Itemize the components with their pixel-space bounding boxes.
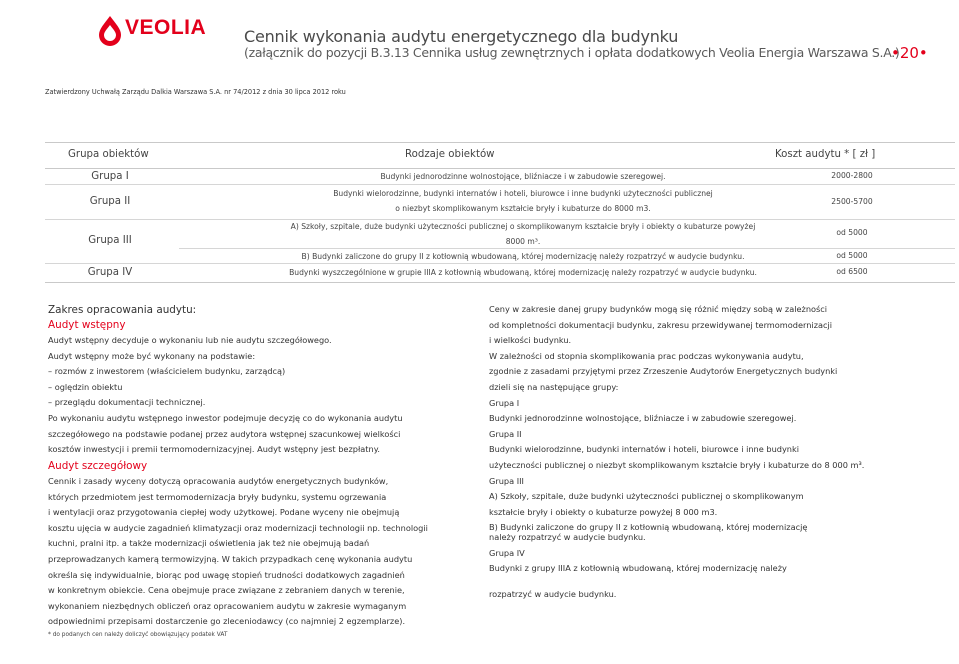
- text-line: Audyt wstępny może być wykonany na podstawie:: [48, 350, 256, 361]
- text-line: Grupa III: [489, 475, 524, 486]
- text-line: których przedmiotem jest termomodernizacja bryły budynku, systemu ogrzewania: [48, 491, 387, 502]
- row-divider: [45, 184, 955, 185]
- section-title: Zakres opracowania audytu:: [48, 304, 197, 316]
- text-line: wykonaniem niezbędnych obliczeń oraz opracowaniem audytu w zakresie wymaganym: [48, 600, 407, 611]
- text-line: kosztu ujęcia w audycie zagadnień klimatyzacji oraz modernizacji technologii np. technologii: [48, 522, 428, 533]
- group-4-cost: od 6500: [836, 267, 868, 276]
- szczegolowy-paragraph: [48, 474, 428, 630]
- right-paragraph-3: rozpatrzyć w audycie budynku.: [489, 589, 617, 599]
- text-line: – przeglądu dokumentacji technicznej.: [48, 397, 206, 408]
- text-line: przeprowadzanych kamerą termowizyjną. W takich przypadkach cenę wykonania audytu: [48, 553, 413, 564]
- group-2-description-line2: o niezbyt skomplikowanym kształcie bryły i kubaturze do 8000 m3.: [395, 204, 651, 213]
- text-line: kuchni, pralni itp. a także modernizacji oświetlenia jak też nie obejmują badań: [48, 538, 370, 549]
- text-line: Budynki wielorodzinne, budynki internatów i hoteli, biurowce i inne budynki: [489, 444, 800, 455]
- veolia-logo-icon: [96, 14, 124, 46]
- row-divider: [45, 263, 955, 264]
- text-line: B) Budynki zaliczone do grupy II z kotłownią wbudowaną, której modernizację: [489, 522, 808, 533]
- text-line: W zależności od stopnia skomplikowania prac podczas wykonywania audytu,: [489, 350, 804, 361]
- text-line: dzieli się na następujące grupy:: [489, 381, 619, 392]
- group-2-cost: 2500-5700: [831, 197, 873, 206]
- text-line: użyteczności publicznej o niezbyt skomplikowanym kształcie bryły i kubaturze do 8 000 m³.: [489, 459, 865, 470]
- group-3b-description: B) Budynki zaliczone do grupy II z kotłownią wbudowaną, której modernizację należy rozpatrzyć w audycie budynku.: [301, 252, 745, 261]
- table-bottom-rule: [45, 282, 955, 283]
- header-bottom-rule: [45, 168, 955, 169]
- group-2-description-line1: Budynki wielorodzinne, budynki internatów i hoteli, biurowce i inne budynki użyteczności publicznej: [333, 189, 713, 198]
- page-number: •20•: [891, 44, 928, 62]
- text-line: Budynki jednorodzinne wolnostojące, bliźniacze i w zabudowie szeregowej.: [489, 413, 797, 424]
- text-line: Ceny w zakresie danej grupy budynków mogą się różnić między sobą w zależności: [489, 304, 828, 314]
- text-line: Budynki z grupy IIIA z kotłownią wbudowaną, której modernizację należy: [489, 563, 787, 574]
- vat-footnote: * do podanych cen należy doliczyć obowiązujący podatek VAT: [48, 632, 228, 638]
- text-line: – rozmów z inwestorem (właścicielem budynku, zarządcą): [48, 366, 286, 377]
- text-line: w konkretnym obiekcie. Cena obejmuje prace związane z zebraniem danych w terenie,: [48, 585, 405, 596]
- text-line: Po wykonaniu audytu wstępnego inwestor podejmuje decyzję co do wykonania audytu: [48, 412, 403, 423]
- group-3b-cost: od 5000: [836, 251, 868, 260]
- group-3a-description-line2: 8000 m³.: [505, 237, 541, 246]
- header-cost: Koszt audytu * [ zł ]: [775, 149, 876, 160]
- right-paragraph-2: [489, 530, 787, 577]
- text-line: odpowiednimi przepisami dostarczenie go zleceniodawcy (co najmniej 2 egzemplarze).: [48, 616, 406, 627]
- group-1-cost: 2000-2800: [831, 171, 873, 180]
- group-1-description: Budynki jednorodzinne wolnostojące, bliźniacze i w zabudowie szeregowej.: [380, 172, 666, 181]
- text-line: – oględzin obiektu: [48, 381, 123, 392]
- logo-wordmark: VEOLIA: [125, 16, 207, 39]
- text-line: kształcie bryły i obiekty o kubaturze powyżej 8 000 m3.: [489, 506, 718, 517]
- group-3-label: Grupa III: [88, 235, 132, 246]
- header-group: Grupa obiektów: [68, 149, 149, 160]
- group-3a-cost: od 5000: [836, 228, 868, 237]
- text-line: Cennik i zasady wyceny dotyczą opracowania audytów energetycznych budynków,: [48, 476, 389, 486]
- group-3a-description-line1: A) Szkoły, szpitale, duże budynki użyteczności publicznej o skomplikowanym kształcie bryły i obiekty o kubaturze powyżej: [290, 222, 756, 231]
- text-line: i wentylacji oraz przygotowania ciepłej wody użytkowej. Podane wyceny nie obejmują: [48, 507, 400, 518]
- text-line: i wielkości budynku.: [489, 335, 572, 346]
- text-line: szczegółowego na podstawie podanej przez audytora wstępnej szacunkowej wielkości: [48, 428, 401, 439]
- text-line: od kompletności dokumentacji budynku, zakresu przewidywanej termomodernizacji: [489, 319, 833, 330]
- group-4-description: Budynki wyszczególnione w grupie IIIA z kotłownią wbudowaną, której modernizację należy rozpatrzyć w audycie budynku.: [289, 268, 757, 277]
- heading-audyt-wstepny: Audyt wstępny: [48, 319, 126, 331]
- pricing-table: [45, 142, 955, 284]
- group-1-label: Grupa I: [91, 171, 129, 182]
- heading-audyt-szczegolowy: Audyt szczegółowy: [48, 460, 148, 472]
- approval-note: Zatwierdzony Uchwałą Zarządu Dalkia Warszawa S.A. nr 74/2012 z dnia 30 lipca 2012 roku: [45, 88, 346, 96]
- text-line: Audyt wstępny decyduje o wykonaniu lub nie audytu szczegółowego.: [48, 335, 332, 345]
- group-2-label: Grupa II: [89, 196, 131, 207]
- right-paragraph-1: [489, 302, 864, 536]
- text-line: zgodnie z zasadami przyjętymi przez Zrzeszenie Audytorów Energetycznych budynki: [489, 366, 838, 377]
- text-line: Grupa I: [489, 397, 520, 408]
- text-line: określa się indywidualnie, biorąc pod uwagę stopień trudności dodatkowych zagadnień: [48, 569, 405, 580]
- wstepny-paragraph: [48, 333, 403, 458]
- text-line: Grupa IV: [489, 547, 525, 558]
- header-type: Rodzaje obiektów: [405, 149, 495, 160]
- page-title: Cennik wykonania audytu energetycznego dla budynku: [244, 27, 679, 46]
- row-subdivider: [179, 248, 955, 249]
- text-line: A) Szkoły, szpitale, duże budynki użyteczności publicznej o skomplikowanym: [489, 491, 804, 502]
- text-line: należy rozpatrzyć w audycie budynku.: [489, 532, 646, 542]
- page-subtitle: (załącznik do pozycji B.3.13 Cennika usług zewnętrznych i opłata dodatkowych Veolia Energia Warszawa S.A.): [244, 45, 900, 60]
- group-4-label: Grupa IV: [87, 267, 133, 278]
- text-line: Grupa II: [489, 428, 522, 439]
- text-line: kosztów inwestycji i premii termomodernizacyjnej. Audyt wstępny jest bezpłatny.: [48, 444, 380, 455]
